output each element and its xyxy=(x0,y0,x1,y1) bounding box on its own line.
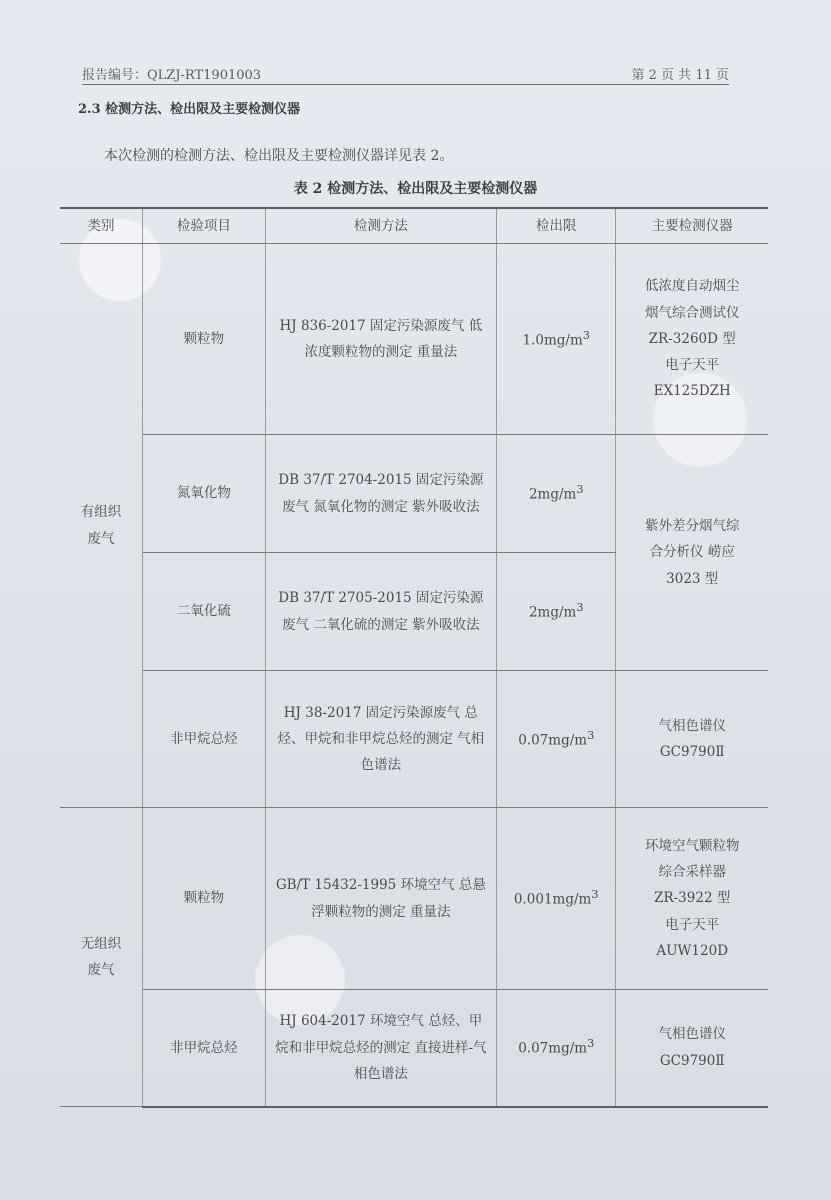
page-header xyxy=(82,62,729,85)
table-row xyxy=(60,244,768,435)
header-item: 检验项目 xyxy=(143,208,266,244)
instrument-cell: 环境空气颗粒物 综合采样器 ZR-3922 型 电子天平 AUW120D xyxy=(616,808,768,990)
limit-cell xyxy=(497,671,616,808)
header-instrument: 主要检测仪器 xyxy=(616,208,768,244)
limit-value: 1.0mg/m xyxy=(522,332,583,349)
item-cell: 非甲烷总烃 xyxy=(143,671,266,808)
section-intro: 本次检测的检测方法、检出限及主要检测仪器详见表 2。 xyxy=(104,148,454,164)
header-method: 检测方法 xyxy=(265,208,496,244)
limit-value: 0.001mg/m xyxy=(513,891,592,908)
limit-superscript: 3 xyxy=(576,483,584,497)
item-cell: 二氧化硫 xyxy=(143,553,266,671)
item-cell: 颗粒物 xyxy=(143,808,266,990)
method-cell: HJ 836-2017 固定污染源废气 低浓度颗粒物的测定 重量法 xyxy=(265,244,496,435)
instrument-cell: 气相色谱仪 GC9790Ⅱ xyxy=(616,990,768,1107)
page-number: 第 2 页 共 11 页 xyxy=(631,68,729,83)
table-row xyxy=(60,990,768,1107)
method-cell: DB 37/T 2704-2015 固定污染源废气 氮氧化物的测定 紫外吸收法 xyxy=(265,435,496,553)
header-limit: 检出限 xyxy=(497,208,616,244)
limit-value: 0.07mg/m xyxy=(518,732,588,749)
table-row xyxy=(60,671,768,808)
item-cell: 非甲烷总烃 xyxy=(143,990,266,1107)
limit-superscript: 3 xyxy=(591,888,599,902)
section-title: 2.3 检测方法、检出限及主要检测仪器 xyxy=(78,102,301,117)
limit-cell xyxy=(497,244,616,435)
methods-table xyxy=(60,207,768,1108)
report-number: 报告编号：QLZJ-RT1901003 xyxy=(82,68,262,83)
table-row xyxy=(60,435,768,553)
category-cell: 有组织 废气 xyxy=(60,244,143,808)
limit-value: 2mg/m xyxy=(528,486,577,503)
item-cell: 氮氧化物 xyxy=(143,435,266,553)
limit-cell xyxy=(497,553,616,671)
instrument-cell: 低浓度自动烟尘 烟气综合测试仪 ZR-3260D 型 电子天平 EX125DZH xyxy=(616,244,768,435)
method-cell: HJ 38-2017 固定污染源废气 总烃、甲烷和非甲烷总烃的测定 气相色谱法 xyxy=(265,671,496,808)
method-cell: GB/T 15432-1995 环境空气 总悬浮颗粒物的测定 重量法 xyxy=(265,808,496,990)
instrument-cell: 紫外差分烟气综 合分析仪 崂应 3023 型 xyxy=(616,435,768,671)
table-header-row xyxy=(60,208,768,244)
limit-superscript: 3 xyxy=(587,1037,595,1051)
limit-cell xyxy=(497,808,616,990)
limit-cell xyxy=(497,990,616,1107)
item-cell: 颗粒物 xyxy=(143,244,266,435)
limit-superscript: 3 xyxy=(576,601,584,615)
table-caption: 表 2 检测方法、检出限及主要检测仪器 xyxy=(293,181,538,197)
limit-cell xyxy=(497,435,616,553)
table-row xyxy=(60,808,768,990)
limit-value: 0.07mg/m xyxy=(518,1040,588,1057)
instrument-cell: 气相色谱仪 GC9790Ⅱ xyxy=(616,671,768,808)
method-cell: DB 37/T 2705-2015 固定污染源废气 二氧化硫的测定 紫外吸收法 xyxy=(265,553,496,671)
limit-value: 2mg/m xyxy=(528,604,577,621)
limit-superscript: 3 xyxy=(587,728,595,742)
limit-superscript: 3 xyxy=(582,328,590,342)
method-cell: HJ 604-2017 环境空气 总烃、甲烷和非甲烷总烃的测定 直接进样-气相色谱法 xyxy=(265,990,496,1107)
header-category: 类别 xyxy=(60,208,143,244)
category-cell: 无组织 废气 xyxy=(60,808,143,1107)
